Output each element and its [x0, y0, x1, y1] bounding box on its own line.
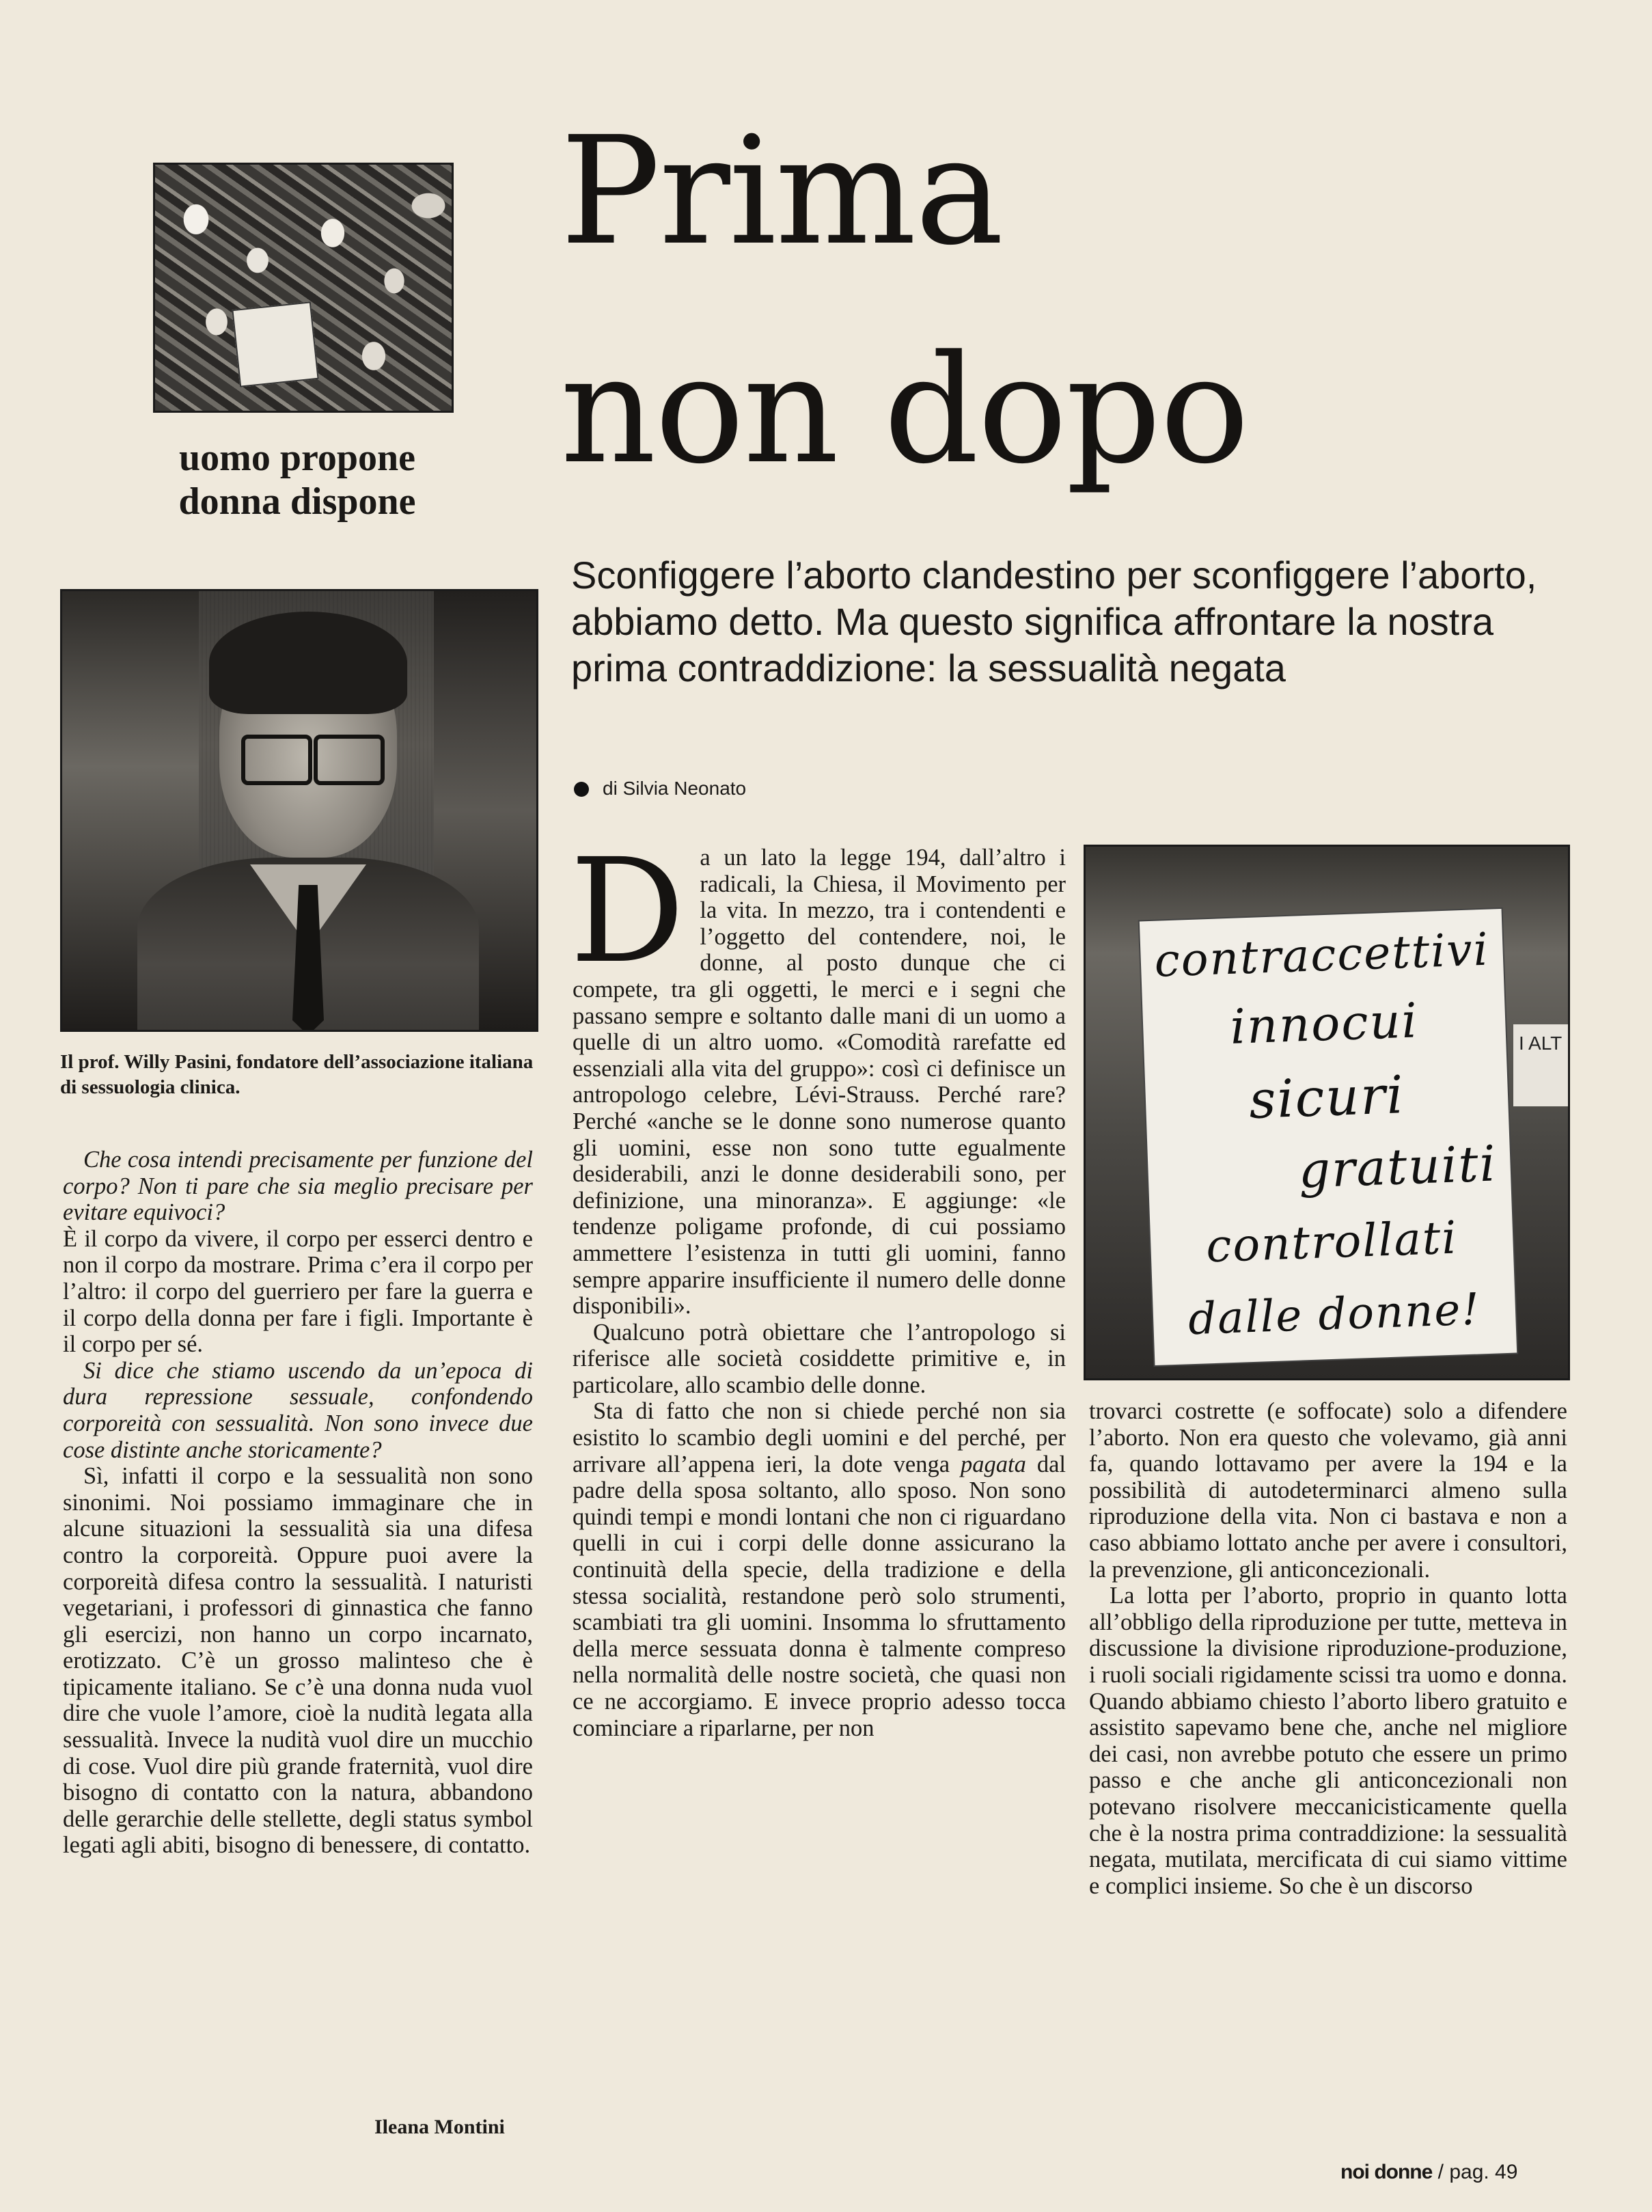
subtitle: Sconfiggere l’aborto clandestino per sconfiggere l’aborto, abbiamo detto. Ma questo significa affrontare la nostra prima contraddizione: la sessualità negata: [571, 554, 1537, 689]
article-text: dal padre della sposa soltanto, allo sposo. Non sono quindi tempi e mondi lontani che non ci riguardano quelli in cui i corpi delle donne assicurano la continuità della specie, della tradizione e della stessa socialità, restandone però solo strumenti, scambiati tra gli uomini. Insomma lo sfruttamento della merce sessuata donna è talmente compreso nella normalità delle nostre società, che quasi non ce ne accorgiamo. E invece proprio adesso tocca cominciare a riparlarne, per non: [573, 1451, 1066, 1741]
byline: [574, 778, 746, 800]
kicker-line-1: uomo propone: [179, 437, 415, 479]
article-emphasis: pagata: [961, 1451, 1026, 1477]
folio-separator: /: [1432, 2161, 1450, 2183]
article-paragraph: trovarci costrette (e soffocate) solo a difendere l’aborto. Non era questo che volevamo, già anni fa, quando lottavamo per avere la 194 e la possibilità di autodeterminarci almeno sulla riproduzione della vita. Non ci bastava e non a caso abbiamo lottato anche per avere i consultori, la prevenzione, gli anticoncezionali.: [1089, 1398, 1567, 1583]
article-column-1: [570, 828, 1066, 1741]
placard-line: sicuri: [1248, 1064, 1406, 1130]
interview-answer: È il corpo da vivere, il corpo per esserci dentro e non il corpo da mostrare. Prima c’era il corpo per l’altro: il corpo del guerriero per fare la guerra e il corpo della donna per fare i figli. Importante è il corpo per sé.: [63, 1225, 533, 1358]
article-paragraph: La lotta per l’aborto, proprio in quanto lotta all’obbligo della riproduzione per tutte, metteva in discussione la divisione riproduzione-produzione, i ruoli sociali rigidamente scissi tra uomo e donna. Quando abbiamo chiesto l’aborto libero gratuito e assistito sapevamo bene che, anche nel migliore dei casi, non avrebbe potuto che essere un primo passo e che anche gli anticoncezionali non potevano risolvere meccanicisticamente quella che è la nostra prima contraddizione: la sessualità negata, mutilata, mercificata di cui siamo vittime e complici insieme. So che è un discorso: [1089, 1583, 1567, 1899]
placard-line: gratuiti: [1297, 1134, 1498, 1199]
placard-line: controllati: [1205, 1211, 1459, 1273]
glasses-left-icon: [241, 735, 312, 785]
protest-placard: [1140, 909, 1517, 1365]
crowd-photo: [153, 163, 454, 413]
placard-line: innocui: [1229, 992, 1420, 1055]
article-paragraph: Qualcuno potrà obiettare che l’antropologo si riferisce alle società cosiddette primitive e, in particolare, allo scambio delle donne.: [573, 1319, 1066, 1398]
portrait-hair: [209, 612, 407, 714]
glasses-right-icon: [314, 735, 385, 785]
drop-cap: D: [570, 828, 685, 995]
interview-answer: Sì, infatti il corpo e la sessualità non sono sinonimi. Noi possiamo immaginare che in alcune situazioni la sessualità sia una difesa contro la corporeità. Oppure puoi avere la corporeità difesa contro la sessualità. I naturisti vegetariani, i professori di ginnastica che fanno gli esercizi, non hanno un corpo incarnato, erotizzato. C’è un grosso malinteso che è tipicamente italiano. Se c’è una donna nuda vuol dire che vuole l’amore, cioè la nudità legata alla sessualità. Invece la nudità vuol dire un mucchio di cose. Vuol dire più grande fraternità, vuol dire bisogno di contatto con la natura, abbandono delle gerarchie delle stellette, degli status symbol legati agli abiti, bisogno di benessere, di contatto.: [63, 1463, 533, 1859]
interview-question: Si dice che stiamo uscendo da un’epoca di dura repressione sessuale, confondendo corporeità con sessualità. Non sono invece due cose distinte anche storicamente?: [63, 1357, 533, 1463]
article-column-2: [1089, 1398, 1567, 1899]
kicker-line-2: donna dispone: [178, 480, 416, 523]
placard-line: contraccettivi: [1153, 923, 1490, 987]
page-number: pag. 49: [1449, 2161, 1518, 2183]
portrait-photo: [60, 589, 538, 1032]
headline-line-2: non dopo: [560, 324, 1248, 497]
photo-caption: Il prof. Willy Pasini, fondatore dell’associazione italiana di sessuologia clinica.: [60, 1051, 534, 1098]
article-paragraph: [573, 1398, 1066, 1741]
article-paragraph: a un lato la legge 194, dall’altro i radicali, la Chiesa, il Movimento per la vita. In mezzo, tra i contendenti e l’oggetto del contendere, noi, le donne, al posto dunque che ci compete, tra gli oggetti, le merci e i segni che passano sempre e soltanto dalle mani di un uomo a quelle di un altro uomo. «Comodità rarefatte ed essenziali alla vita del gruppo»: così ci definisce un antropologo celebre, Lévi-Strauss. Perché rare? Perché «anche se le donne sono numerose quanto gli uomini, esse non sono tutte egualmente desiderabili, anzi le donne desiderabili sono, per definizione, una minoranza». E aggiunge: «le tendenze poligame profonde, di cui possiamo ammettere l’esistenza in tutti gli uomini, fanno sempre apparire insufficiente il numero delle donne disponibili».: [573, 845, 1066, 1320]
bullet-icon: [574, 782, 589, 797]
interview-signature: Ileana Montini: [374, 2116, 505, 2138]
background-sign-text: I ALT: [1513, 1024, 1568, 1106]
placard-line: dalle donne!: [1187, 1284, 1482, 1346]
magazine-name: noi donne: [1340, 2161, 1433, 2183]
protest-photo: [1084, 845, 1570, 1380]
interview-question: Che cosa intendi precisamente per funzione del corpo? Non ti pare che sia meglio precisare per evitare equivoci?: [63, 1147, 533, 1226]
interview-column: [63, 1147, 533, 1859]
byline-text: di Silvia Neonato: [603, 778, 747, 799]
crowd-placard: [232, 301, 318, 387]
article-text: Sta di fatto che non si chiede perché non sia esistito lo scambio degli uomini e del perché, per arrivare all’appena ieri, la dote venga: [573, 1398, 1066, 1477]
page-folio: [1340, 2161, 1517, 2184]
headline-line-1: Prima: [560, 105, 1003, 278]
